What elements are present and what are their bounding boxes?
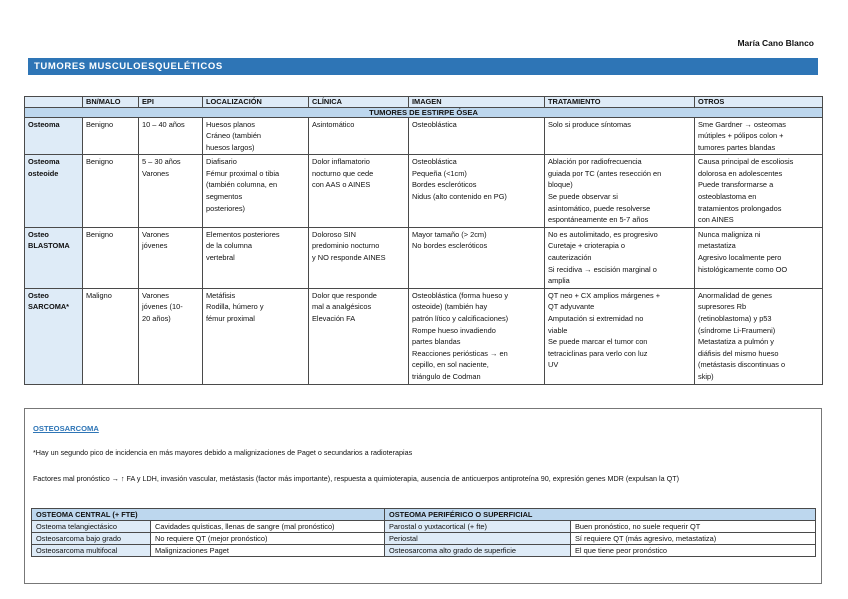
- cell-line: jóvenes (10-: [142, 302, 183, 312]
- cell-line: segmentos: [206, 192, 243, 202]
- cell-line: Dolor inflamatorio: [312, 157, 370, 167]
- table-row: [25, 155, 823, 228]
- cell-line: Osteo: [28, 290, 49, 300]
- cell-epi: [139, 227, 203, 288]
- column-header: EPI: [139, 97, 203, 108]
- cell-line: osteoblastoma en: [698, 192, 757, 202]
- cell-line: dolorosa en adolescentes: [698, 168, 783, 178]
- cell-line: histológicamente como OO: [698, 264, 788, 274]
- type-desc-cell: Sí requiere QT (más agresivo, metastatiza): [571, 533, 816, 545]
- osteosarcoma-types-table: [31, 508, 816, 557]
- osteosarcoma-subtitle: OSTEOSARCOMA: [33, 424, 99, 433]
- cell-line: SARCOMA*: [28, 302, 70, 312]
- cell-line: Ablación por radiofrecuencia: [548, 157, 642, 167]
- cell-line: jóvenes: [142, 241, 168, 251]
- cell-line: Diafisario: [206, 157, 237, 167]
- cell-line: posteriores): [206, 203, 246, 213]
- table-caption: TUMORES DE ESTIRPE ÓSEA: [25, 107, 823, 117]
- cell-line: (retinoblastoma) y p53: [698, 314, 772, 323]
- type-name-cell: Osteosarcoma alto grado de superficie: [385, 545, 571, 557]
- cell-line: Rompe hueso invadiendo: [412, 325, 496, 335]
- types-row: [32, 545, 816, 557]
- cell-line: supresores Rb: [698, 302, 747, 312]
- cell-loc: [203, 117, 309, 155]
- type-name-cell: Periostal: [385, 533, 571, 545]
- cell-line: Osteoblástica: [412, 119, 457, 129]
- cell-line: Doloroso SIN: [312, 229, 356, 239]
- cell-line: viable: [548, 325, 568, 335]
- cell-img: [409, 288, 545, 384]
- cell-bn: [83, 117, 139, 155]
- cell-clin: [309, 288, 409, 384]
- cell-line: amplia: [548, 276, 570, 286]
- table-row: [25, 117, 823, 155]
- cell-line: UV: [548, 360, 559, 370]
- cell-line: nocturno que cede: [312, 168, 374, 178]
- peripheral-header: OSTEOMA PERIFÉRICO O SUPERFICIAL: [385, 509, 816, 521]
- table-row: [25, 227, 823, 288]
- cell-line: cauterización: [548, 253, 592, 263]
- cell-line: Osteoblástica: [412, 157, 457, 167]
- cell-line: skip): [698, 371, 714, 381]
- cell-line: Dolor que responde: [312, 290, 377, 300]
- cell-line: (también columna, en: [206, 180, 278, 190]
- cell-loc: [203, 227, 309, 288]
- cell-line: Varones: [142, 229, 169, 239]
- cell-line: mal a analgésicos: [312, 302, 372, 312]
- column-header: TRATAMIENTO: [545, 97, 695, 108]
- cell-otros: [695, 288, 823, 384]
- type-desc-cell: Cavidades quísticas, llenas de sangre (mal pronóstico): [151, 521, 385, 533]
- cell-loc: [203, 288, 309, 384]
- tumor-name-cell: [25, 288, 83, 384]
- cell-line: 5 – 30 años: [142, 157, 181, 167]
- cell-line: No es autolimitado, es progresivo: [548, 229, 658, 239]
- cell-line: Nidus (alto contenido en PG): [412, 192, 507, 202]
- cell-line: Benigno: [86, 229, 114, 239]
- column-header: CLÍNICA: [309, 97, 409, 108]
- cell-clin: [309, 155, 409, 228]
- cell-trat: [545, 155, 695, 228]
- cell-otros: [695, 155, 823, 228]
- cell-img: [409, 117, 545, 155]
- cell-epi: [139, 288, 203, 384]
- cell-line: con AAS o AINES: [312, 180, 371, 190]
- cell-line: Curetaje + crioterapia o: [548, 241, 626, 251]
- cell-bn: [83, 227, 139, 288]
- cell-line: QT adyuvante: [548, 302, 595, 312]
- type-name-cell: Osteosarcoma bajo grado: [32, 533, 151, 545]
- cell-line: QT neo + CX amplios márgenes +: [548, 290, 661, 300]
- column-header: [25, 97, 83, 108]
- cell-line: Metastatiza a pulmón y: [698, 337, 774, 347]
- cell-line: guiada por TC (antes resección en: [548, 168, 662, 178]
- table-header-row: [25, 97, 823, 108]
- cell-line: Si recidiva → escisión marginal o: [548, 264, 657, 274]
- osteosarcoma-box: [24, 408, 822, 584]
- cell-line: Benigno: [86, 157, 114, 167]
- cell-otros: [695, 117, 823, 155]
- cell-line: Fémur proximal o tibia: [206, 168, 280, 178]
- type-name-cell: Osteosarcoma multifocal: [32, 545, 151, 557]
- cell-line: Se puede marcar el tumor con: [548, 337, 648, 347]
- cell-line: triángulo de Codman: [412, 371, 481, 381]
- table-row: [25, 288, 823, 384]
- cell-line: partes blandas: [412, 337, 461, 347]
- cell-trat: [545, 227, 695, 288]
- tumor-name-cell: [25, 117, 83, 155]
- cell-line: patrón lítico y calcificaciones): [412, 314, 509, 323]
- cell-trat: [545, 117, 695, 155]
- cell-line: Solo si produce síntomas: [548, 119, 631, 129]
- cell-line: fémur proximal: [206, 314, 255, 323]
- column-header: BN/MALO: [83, 97, 139, 108]
- cell-line: tumores partes blandas: [698, 142, 776, 152]
- cell-line: metastatiza: [698, 241, 736, 251]
- cell-line: y NO responde AINES: [312, 253, 386, 263]
- cell-line: Osteoma: [28, 157, 60, 167]
- type-desc-cell: Buen pronóstico, no suele requerir QT: [571, 521, 816, 533]
- author-name: María Cano Blanco: [737, 38, 814, 48]
- cell-epi: [139, 155, 203, 228]
- tumor-name-cell: [25, 227, 83, 288]
- cell-line: Causa principal de escoliosis: [698, 157, 794, 167]
- cell-line: espontáneamente en 5-7 años: [548, 215, 649, 225]
- column-header: IMAGEN: [409, 97, 545, 108]
- cell-line: Osteoblástica (forma hueso y: [412, 290, 509, 300]
- cell-line: osteoide) (también hay: [412, 302, 488, 312]
- cell-line: Agresivo localmente pero: [698, 253, 782, 263]
- cell-line: Mayor tamaño (> 2cm): [412, 229, 487, 239]
- cell-line: Nunca maligniza ni: [698, 229, 761, 239]
- bone-tumors-table: [24, 96, 823, 385]
- cell-line: Huesos planos: [206, 119, 255, 129]
- cell-line: No bordes escleróticos: [412, 241, 488, 251]
- cell-line: Varones: [142, 290, 169, 300]
- cell-line: BLASTOMA: [28, 241, 70, 251]
- types-row: [32, 521, 816, 533]
- cell-line: osteoide: [28, 168, 59, 178]
- type-desc-cell: Malignizaciones Paget: [151, 545, 385, 557]
- type-name-cell: Osteoma telangiectásico: [32, 521, 151, 533]
- cell-line: Varones: [142, 168, 169, 178]
- cell-line: Elementos posteriores: [206, 229, 280, 239]
- cell-line: Osteoma: [28, 119, 60, 129]
- prognosis-factors: Factores mal pronóstico → ↑ FA y LDH, invasión vascular, metástasis (factor más importante), respuesta a quimioterapia, ausencia de anticuerpos antiproteína 90, expresión genes MDR (expulsan la QT): [33, 474, 679, 483]
- type-desc-cell: No requiere QT (mejor pronóstico): [151, 533, 385, 545]
- cell-line: diáfisis del mismo hueso: [698, 348, 779, 358]
- cell-line: de la columna: [206, 241, 253, 251]
- cell-line: predominio nocturno: [312, 241, 380, 251]
- cell-line: (metástasis discontinuas o: [698, 360, 786, 370]
- cell-img: [409, 155, 545, 228]
- cell-line: vertebral: [206, 253, 235, 263]
- type-desc-cell: El que tiene peor pronóstico: [571, 545, 816, 557]
- cell-clin: [309, 227, 409, 288]
- cell-line: Amputación si extremidad no: [548, 314, 644, 323]
- central-header: OSTEOMA CENTRAL (+ FTE): [32, 509, 385, 521]
- cell-line: 20 años): [142, 314, 171, 323]
- cell-line: Elevación FA: [312, 314, 356, 323]
- cell-line: Rodilla, húmero y: [206, 302, 264, 312]
- types-header-row: [32, 509, 816, 521]
- cell-line: huesos largos): [206, 142, 255, 152]
- cell-trat: [545, 288, 695, 384]
- tumor-name-cell: [25, 155, 83, 228]
- section-title: TUMORES MUSCULOESQUELÉTICOS: [28, 58, 818, 75]
- cell-line: bloque): [548, 180, 573, 190]
- cell-clin: [309, 117, 409, 155]
- cell-line: tetraciclinas para verlo con luz: [548, 348, 648, 358]
- cell-line: asintomático, puede resolverse: [548, 203, 651, 213]
- cell-line: Bordes escleróticos: [412, 180, 477, 190]
- cell-line: (síndrome Li-Fraumeni): [698, 325, 776, 335]
- cell-otros: [695, 227, 823, 288]
- cell-line: Pequeña (<1cm): [412, 168, 467, 178]
- cell-line: Cráneo (también: [206, 131, 262, 141]
- type-name-cell: Parostal o yuxtacortical (+ fte): [385, 521, 571, 533]
- cell-line: Puede transformarse a: [698, 180, 774, 190]
- cell-img: [409, 227, 545, 288]
- cell-line: mútiples + pólipos colon +: [698, 131, 784, 141]
- column-header: OTROS: [695, 97, 823, 108]
- cell-line: Se puede observar si: [548, 192, 618, 202]
- cell-line: Reacciones periósticas → en: [412, 348, 508, 358]
- cell-line: 10 – 40 años: [142, 119, 185, 129]
- cell-line: Osteo: [28, 229, 49, 239]
- cell-bn: [83, 288, 139, 384]
- cell-loc: [203, 155, 309, 228]
- cell-line: Benigno: [86, 119, 114, 129]
- cell-epi: [139, 117, 203, 155]
- column-header: LOCALIZACIÓN: [203, 97, 309, 108]
- cell-line: tratamientos prolongados: [698, 203, 782, 213]
- cell-line: Asintomático: [312, 119, 355, 129]
- cell-line: cepillo, en sol naciente,: [412, 360, 489, 370]
- cell-bn: [83, 155, 139, 228]
- incidence-note: *Hay un segundo pico de incidencia en más mayores debido a malignizaciones de Paget o secundarios a radioterapias: [33, 448, 413, 457]
- cell-line: con AINES: [698, 215, 734, 225]
- cell-line: Metáfisis: [206, 290, 236, 300]
- cell-line: Sme Gardner → osteomas: [698, 119, 786, 129]
- cell-line: Anormalidad de genes: [698, 290, 772, 300]
- types-row: [32, 533, 816, 545]
- cell-line: Maligno: [86, 290, 112, 300]
